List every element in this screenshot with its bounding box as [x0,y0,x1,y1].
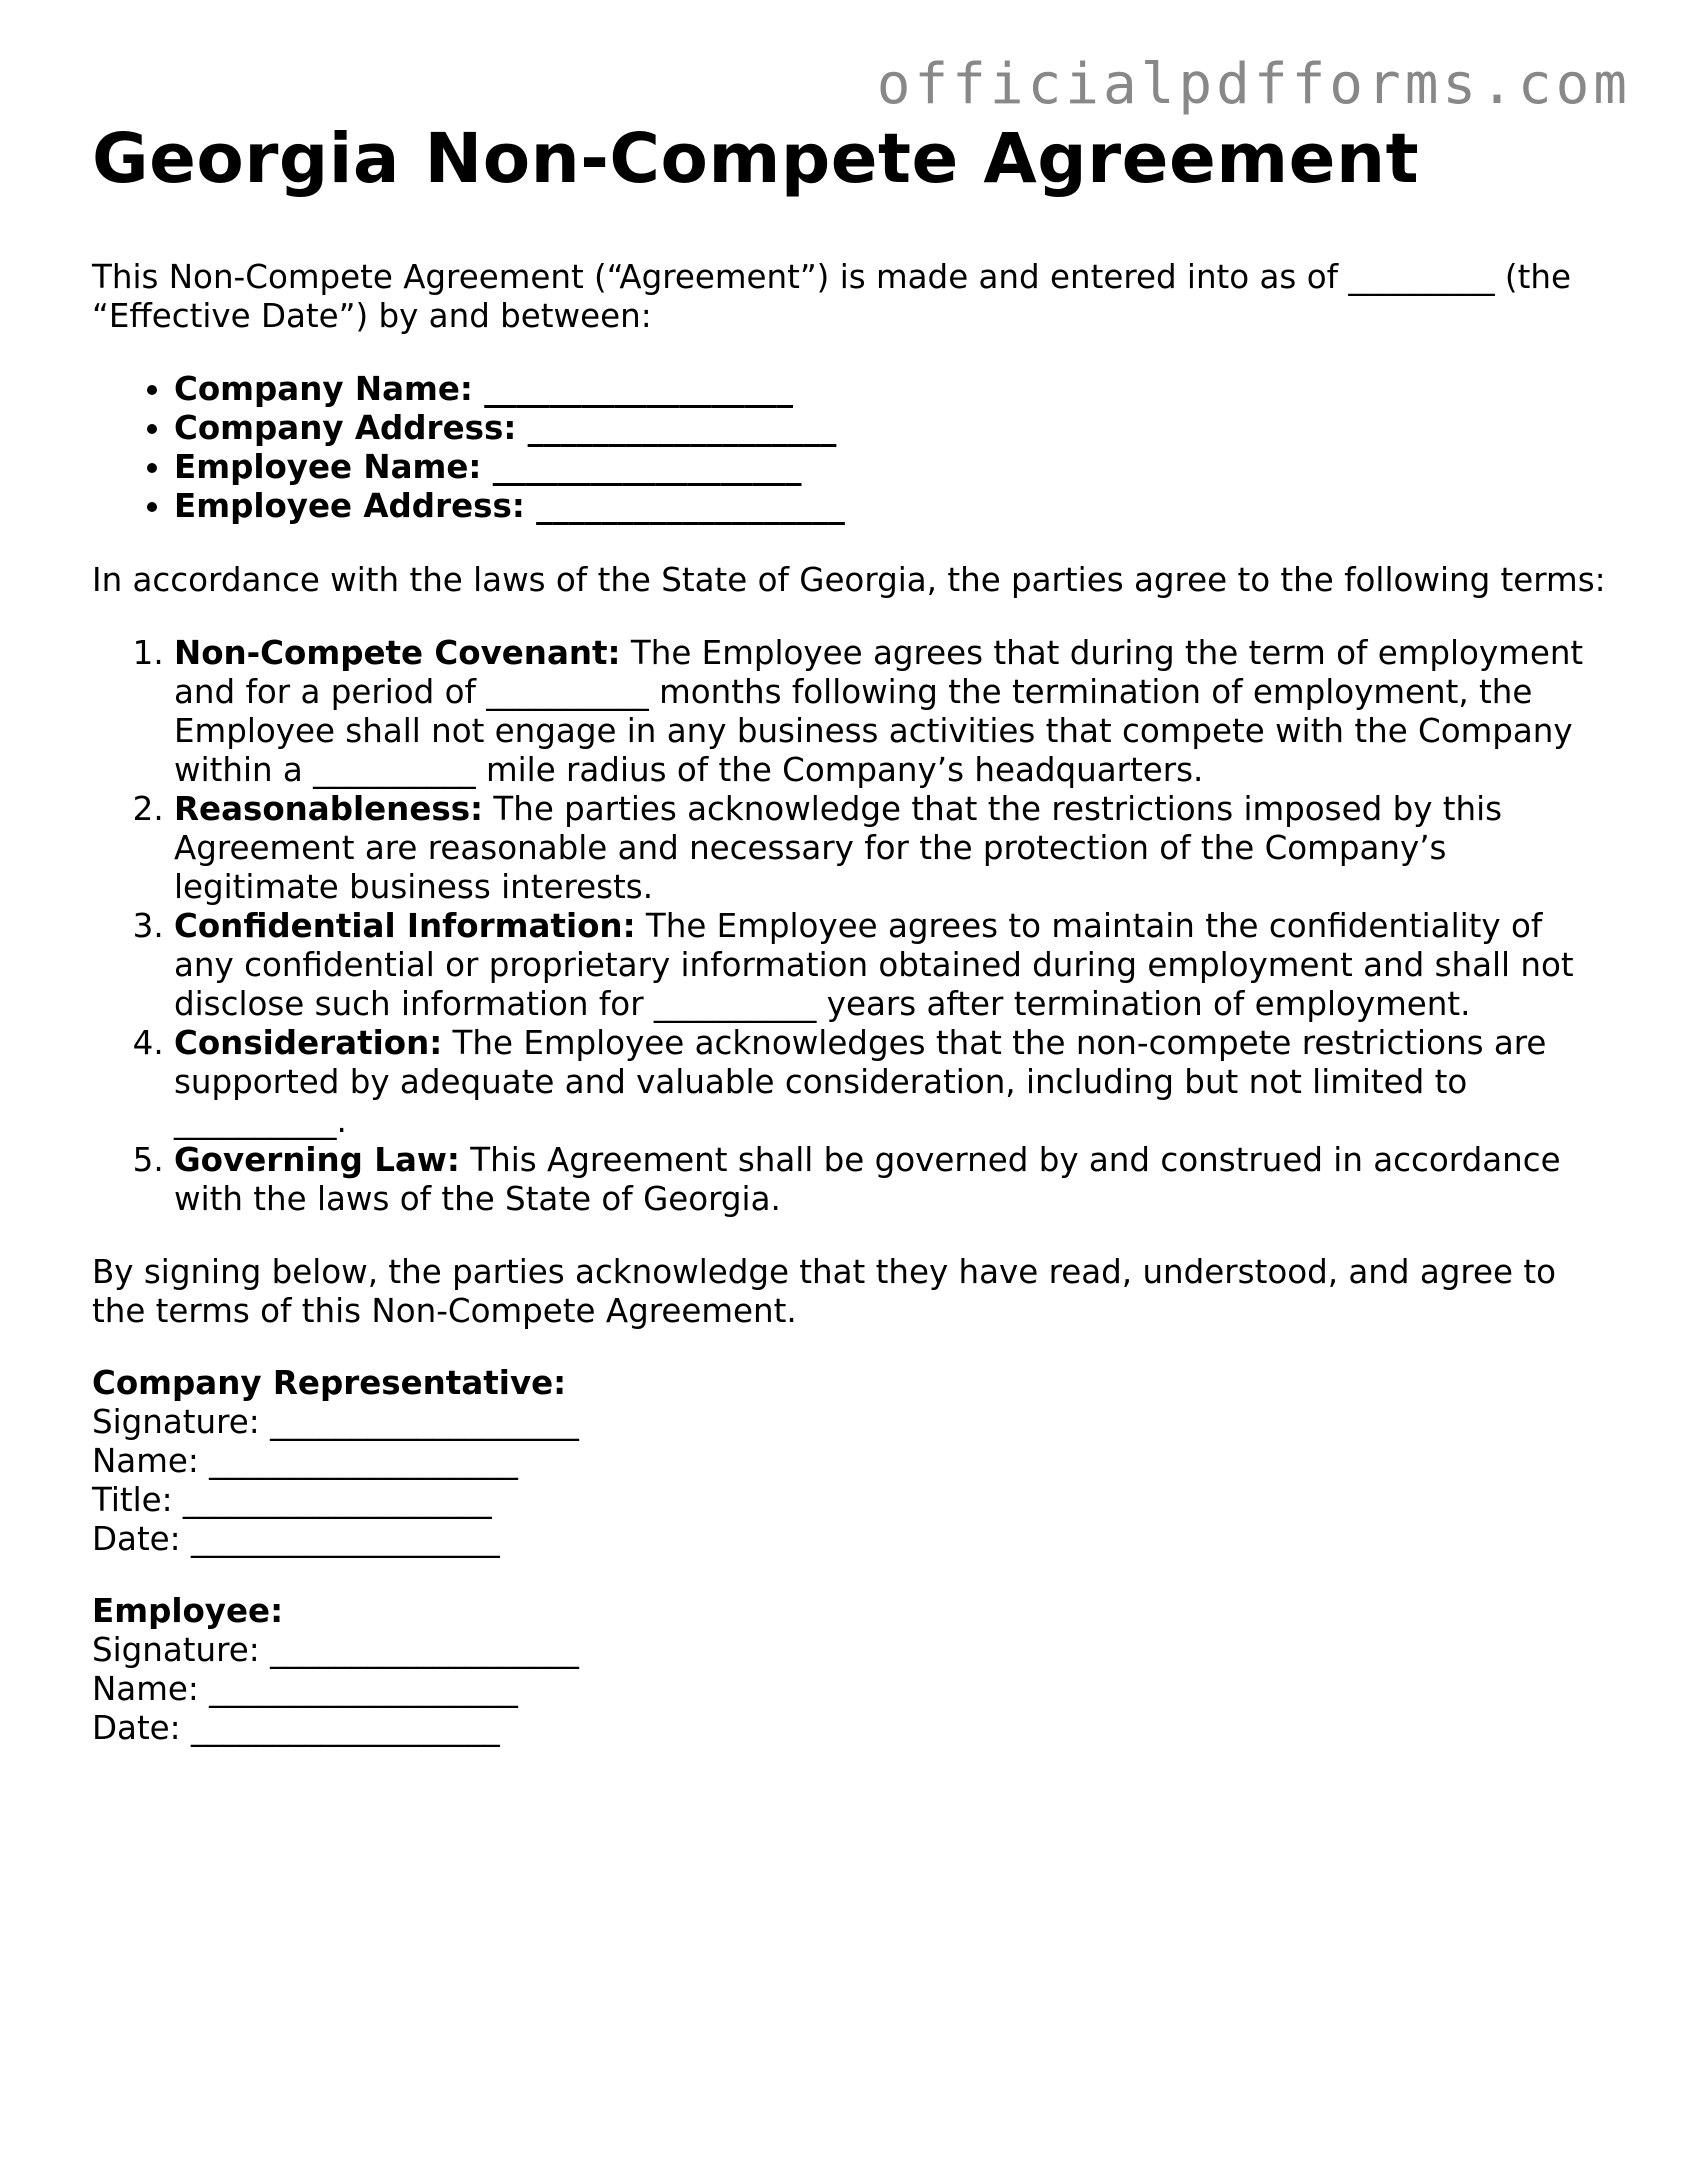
company-name-line: Name: ___________________ [92,1442,518,1480]
watermark: officialpdfforms.com [876,52,1631,117]
term-non-compete [174,634,1612,790]
term-heading: Consideration: [174,1024,443,1062]
company-date-line: Date: ___________________ [92,1520,500,1558]
term-reasonableness [174,790,1612,907]
company-rep-heading: Company Representative: [92,1364,567,1402]
term-text: This Agreement shall be governed by and construed in accordance with the laws of the State of Georgia. [174,1141,1561,1218]
document-title: Georgia Non-Compete Agreement [92,119,1420,199]
term-heading: Governing Law: [174,1141,460,1179]
party-company-address: • Company Address: ___________________ [174,409,1612,448]
employee-date-line: Date: ___________________ [92,1709,500,1747]
party-employee-address: • Employee Address: ___________________ [174,487,1612,526]
term-heading: Confidential Information: [174,907,636,945]
term-text: The parties acknowledge that the restrictions imposed by this Agreement are reasonable and necessary for the protection of the Company’s legitimate business interests. [174,790,1503,906]
term-text: The Employee agrees to maintain the confidentiality of any confidential or proprietary information obtained during employment and shall not disclose such information for __________ years after termination of employment. [174,907,1574,1023]
term-text: The Employee acknowledges that the non-compete restrictions are supported by adequate and valuable consideration, including but not limited to __________. [174,1024,1547,1140]
employee-signature-line: Signature: ___________________ [92,1631,579,1669]
parties-list [92,370,1612,526]
closing-paragraph: By signing below, the parties acknowledge that they have read, understood, and agree to the terms of this Non-Compete Agreement. [92,1253,1556,1330]
party-employee-name: • Employee Name: ___________________ [174,448,1612,487]
term-confidential-information [174,907,1612,1024]
employee-heading: Employee: [92,1592,284,1630]
term-governing-law [174,1141,1612,1219]
document-page [92,118,1612,1748]
terms-intro-paragraph: In accordance with the laws of the State of Georgia, the parties agree to the following terms: [92,561,1606,599]
employee-signature-block [92,1592,1612,1748]
company-signature-line: Signature: ___________________ [92,1403,579,1441]
term-heading: Non-Compete Covenant: [174,634,621,672]
company-signature-block [92,1364,1612,1559]
terms-list [92,634,1612,1219]
term-heading: Reasonableness: [174,790,484,828]
party-company-name: • Company Name: ___________________ [174,370,1612,409]
company-title-line: Title: ___________________ [92,1481,492,1519]
term-text: The Employee agrees that during the term of employment and for a period of __________ months following the termination of employment, the Employee shall not engage in any business activities that compete with the Company within a __________ mile radius of the Company’s headquarters. [174,634,1584,789]
employee-name-line: Name: ___________________ [92,1670,518,1708]
intro-paragraph: This Non-Compete Agreement (“Agreement”) is made and entered into as of _________ (the “Effective Date”) by and between: [92,258,1571,335]
term-consideration [174,1024,1612,1141]
